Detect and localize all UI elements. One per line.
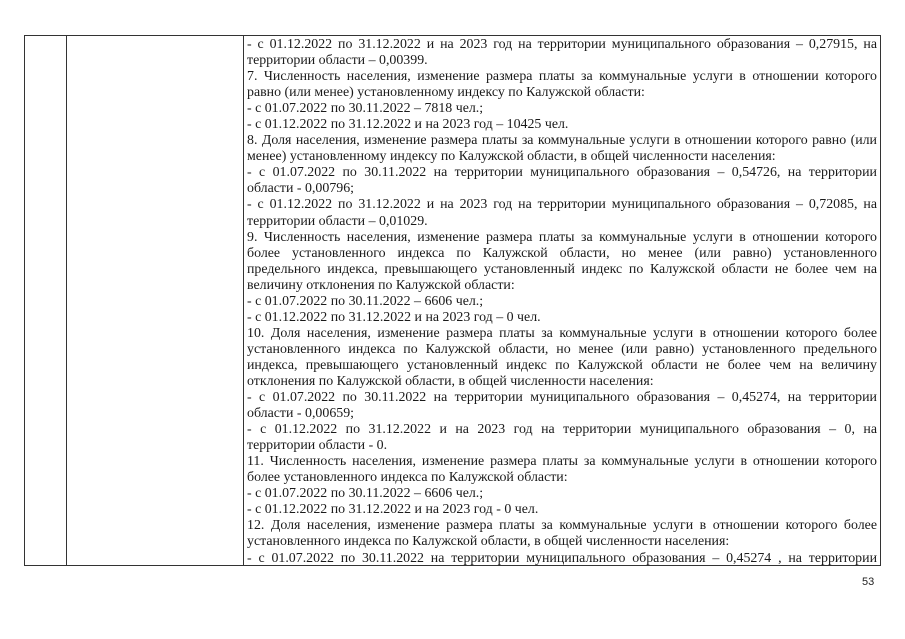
text-line: установленного индекса по Калужской области, но менее (или равно) установленного предельного	[247, 341, 877, 357]
text-line: 9. Численность населения, изменение размера платы за коммунальные услуги в отношении которого	[247, 229, 877, 245]
table-column-content	[247, 37, 877, 567]
text-line: - с 01.12.2022 по 31.12.2022 и на 2023 год на территории муниципального образования – 0,27915, на	[247, 37, 877, 52]
text-line: территории области - 0.	[247, 438, 388, 454]
text-line: - с 01.12.2022 по 31.12.2022 и на 2023 год на территории муниципального образования – 0,72085, на	[247, 197, 877, 213]
text-line: менее) установленному индексу по Калужской области, в общей численности населения:	[247, 149, 776, 165]
text-line: установленного индекса по Калужской области, в общей численности населения:	[247, 534, 730, 550]
text-line: территории области – 0,01029.	[247, 213, 428, 229]
table-column-number	[25, 36, 67, 565]
table-column-name	[66, 36, 244, 565]
text-line: территории области – 0,00399.	[247, 53, 428, 69]
text-line: области - 0,00796;	[247, 181, 355, 197]
text-line: 10. Доля населения, изменение размера платы за коммунальные услуги в отношении которого более	[247, 325, 877, 341]
text-line: 11. Численность населения, изменение размера платы за коммунальные услуги в отношении которого	[247, 454, 877, 470]
text-line: - с 01.07.2022 по 30.11.2022 на территории муниципального образования – 0,45274 , на территории	[247, 550, 877, 566]
page-number: 53	[862, 576, 875, 588]
text-line: - с 01.07.2022 по 30.11.2022 на территории муниципального образования – 0,54726, на территории	[247, 165, 877, 181]
text-line: - с 01.07.2022 по 30.11.2022 – 7818 чел.;	[247, 101, 484, 117]
text-line: 8. Доля населения, изменение размера платы за коммунальные услуги в отношении которого равно (или	[247, 133, 877, 149]
text-line: области - 0,00659;	[247, 406, 355, 422]
text-line: 7. Численность населения, изменение размера платы за коммунальные услуги в отношении которого	[247, 69, 877, 85]
text-line: 12. Доля населения, изменение размера платы за коммунальные услуги в отношении которого более	[247, 518, 877, 534]
text-line: - с 01.07.2022 по 30.11.2022 – 6606 чел.;	[247, 293, 484, 309]
text-line: предельного индекса, превышающего установленный индекс по Калужской области не более чем на	[247, 261, 877, 277]
text-line: равно (или менее) установленному индексу по Калужской области:	[247, 85, 645, 101]
text-line: более установленного индекса по Калужской области, но менее (или равно) установленного	[247, 245, 877, 261]
text-line: отклонения по Калужской области, в общей численности населения:	[247, 373, 654, 389]
text-line: более установленного индекса по Калужской области:	[247, 470, 568, 486]
text-line: - с 01.12.2022 по 31.12.2022 и на 2023 год на территории муниципального образования – 0, на	[247, 422, 877, 438]
text-line: индекса, превышающего установленный индекс по Калужской области не более чем на величину	[247, 357, 877, 373]
text-line: - с 01.12.2022 по 31.12.2022 и на 2023 год - 0 чел.	[247, 502, 539, 518]
text-line: - с 01.07.2022 по 30.11.2022 на территории муниципального образования – 0,45274, на территории	[247, 390, 877, 406]
text-line: - с 01.12.2022 по 31.12.2022 и на 2023 год – 0 чел.	[247, 309, 541, 325]
text-line: - с 01.12.2022 по 31.12.2022 и на 2023 год – 10425 чел.	[247, 117, 569, 133]
document-table	[24, 35, 881, 566]
text-line: - с 01.07.2022 по 30.11.2022 – 6606 чел.;	[247, 486, 484, 502]
text-line: величину отклонения по Калужской области:	[247, 277, 515, 293]
